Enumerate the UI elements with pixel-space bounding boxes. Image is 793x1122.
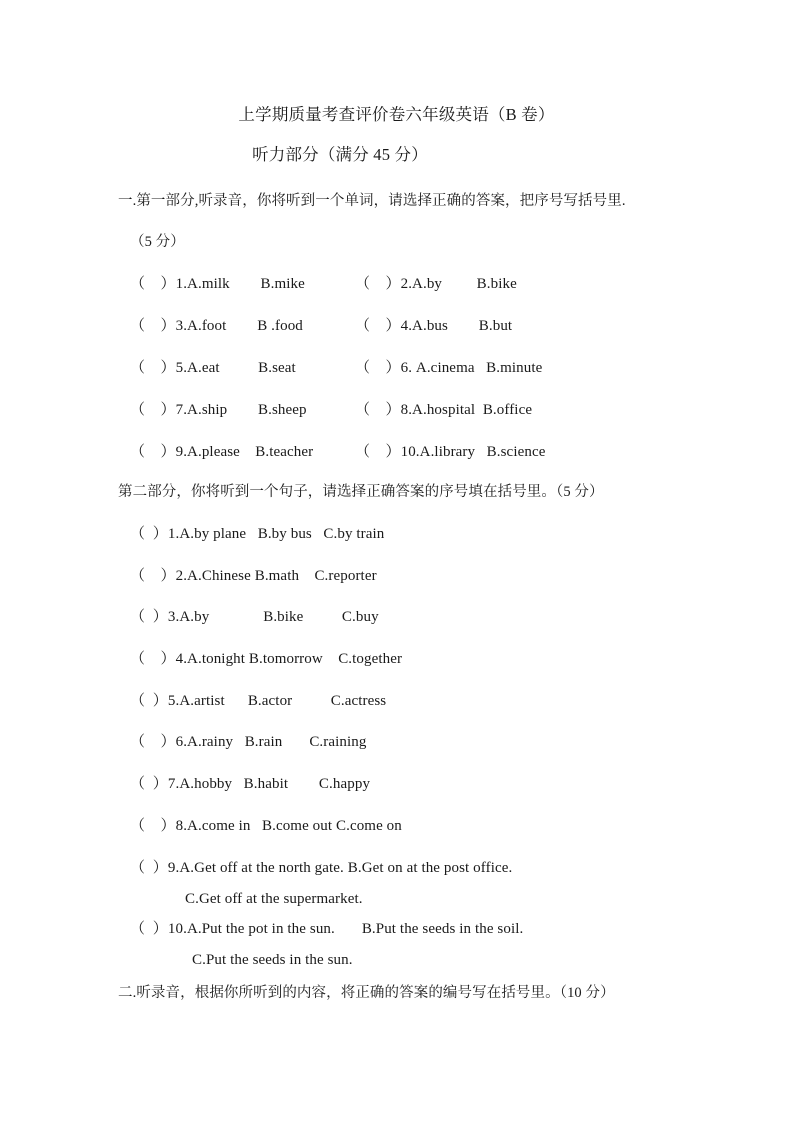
question-row[interactable]: （ ）5.A.eat B.seat: [130, 360, 296, 376]
question-row[interactable]: （ ）8.A.hospital B.office: [355, 402, 533, 418]
question-row[interactable]: （ ）6.A.rainy B.rain C.raining: [130, 734, 367, 750]
question-row[interactable]: （ ）6. A.cinema B.minute: [355, 360, 543, 376]
question-row[interactable]: （ ）5.A.artist B.actor C.actress: [130, 693, 387, 709]
question-row[interactable]: （ ）3.A.foot B .food: [130, 318, 303, 334]
question-row[interactable]: （ ）7.A.hobby B.habit C.happy: [130, 776, 371, 792]
part-two-instruction: 第二部分，你将听到一个句子，请选择正确答案的序号填在括号里。（5 分）: [118, 484, 604, 500]
question-row[interactable]: （ ）3.A.by B.bike C.buy: [130, 609, 379, 625]
listening-section-subtitle: 听力部分（满分 45 分）: [252, 145, 428, 164]
question-row[interactable]: （ ）4.A.bus B.but: [355, 318, 513, 334]
question-row-continuation[interactable]: C.Put the seeds in the sun.: [192, 952, 353, 968]
question-row[interactable]: （ ）7.A.ship B.sheep: [130, 402, 307, 418]
question-row[interactable]: （ ）8.A.come in B.come out C.come on: [130, 818, 402, 834]
section-two-instruction: 二.听录音，根据你所听到的内容，将正确的答案的编号写在括号里。（10 分）: [118, 985, 615, 1001]
question-row[interactable]: （ ）2.A.by B.bike: [355, 276, 517, 292]
part-one-instruction: 一.第一部分,听录音，你将听到一个单词，请选择正确的答案，把序号写括号里.: [118, 193, 626, 209]
question-row[interactable]: （ ）1.A.milk B.mike: [130, 276, 305, 292]
question-row[interactable]: （ ）1.A.by plane B.by bus C.by train: [130, 526, 385, 542]
question-row[interactable]: （ ）10.A.library B.science: [355, 444, 546, 460]
question-row-continuation[interactable]: C.Get off at the supermarket.: [185, 891, 363, 907]
part-one-score: （5 分）: [130, 234, 185, 250]
question-row[interactable]: （ ）10.A.Put the pot in the sun. B.Put the seeds in the soil.: [130, 921, 524, 937]
question-row[interactable]: （ ）9.A.please B.teacher: [130, 444, 314, 460]
page-title: 上学期质量考查评价卷六年级英语（B 卷）: [238, 105, 555, 124]
question-row[interactable]: （ ）2.A.Chinese B.math C.reporter: [130, 568, 377, 584]
question-row[interactable]: （ ）9.A.Get off at the north gate. B.Get on at the post office.: [130, 860, 513, 876]
question-row[interactable]: （ ）4.A.tonight B.tomorrow C.together: [130, 651, 403, 667]
